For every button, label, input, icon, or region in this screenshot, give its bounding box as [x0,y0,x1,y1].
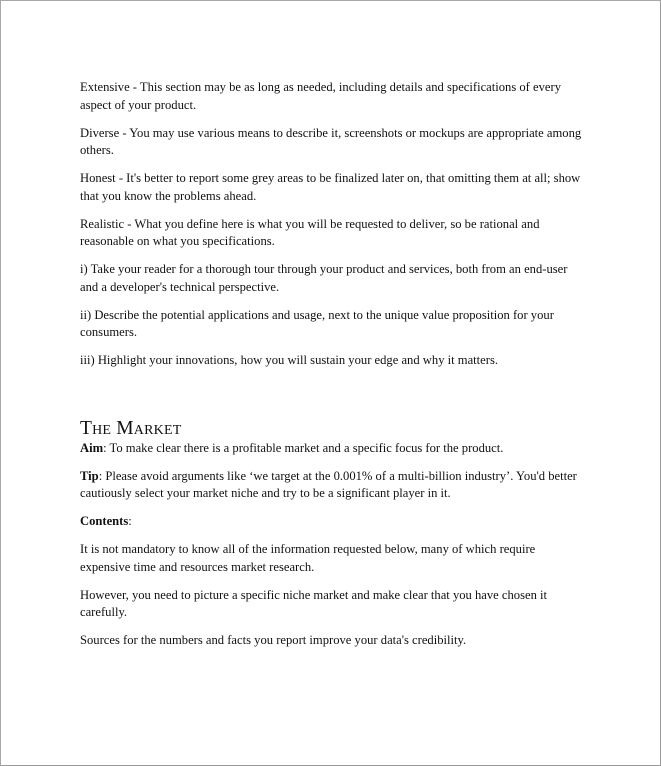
paragraph-item-ii: ii) Describe the potential applications and usage, next to the unique value proposition for your consumers. [80,307,554,339]
paragraph-diverse: Diverse - You may use various means to describe it, screenshots or mockups are appropriate among others. [80,125,582,157]
contents-label: Contents [80,514,129,528]
paragraph-item-i: i) Take your reader for a thorough tour through your product and services, both from an end-user and a developer's technical perspective. [80,262,568,294]
paragraph-tip [80,468,582,503]
paragraph-sources: Sources for the numbers and facts you report improve your data's credibility. [80,633,467,647]
aim-text: : To make clear there is a profitable market and a specific focus for the product. [103,440,504,455]
tip-label: Tip [80,468,99,483]
paragraph-niche-market: However, you need to picture a specific niche market and make clear that you have chosen it carefully. [80,587,548,619]
aim-label: Aim [80,440,104,455]
contents-colon: : [128,514,132,528]
paragraph-aim [80,440,582,458]
document-body [80,79,582,660]
paragraph-extensive: Extensive - This section may be as long as needed, including details and specifications of every aspect of your product. [80,80,561,112]
section-title-market: The Market [80,417,182,439]
paragraph-not-mandatory: It is not mandatory to know all of the information requested below, many of which require expensive time and resources market research. [80,542,536,574]
paragraph-item-iii: iii) Highlight your innovations, how you will sustain your edge and why it matters. [80,353,498,367]
paragraph-contents [80,513,582,531]
tip-text: : Please avoid arguments like ‘we target at the 0.001% of a multi-billion industry’. You'd better cautiously select your market niche and try to be a significant player in it. [80,468,577,500]
paragraph-honest: Honest - It's better to report some grey areas to be finalized later on, that omitting them at all; show that you know the problems ahead. [80,171,581,203]
paragraph-realistic: Realistic - What you define here is what you will be requested to deliver, so be rational and reasonable on what you specifications. [80,216,540,248]
